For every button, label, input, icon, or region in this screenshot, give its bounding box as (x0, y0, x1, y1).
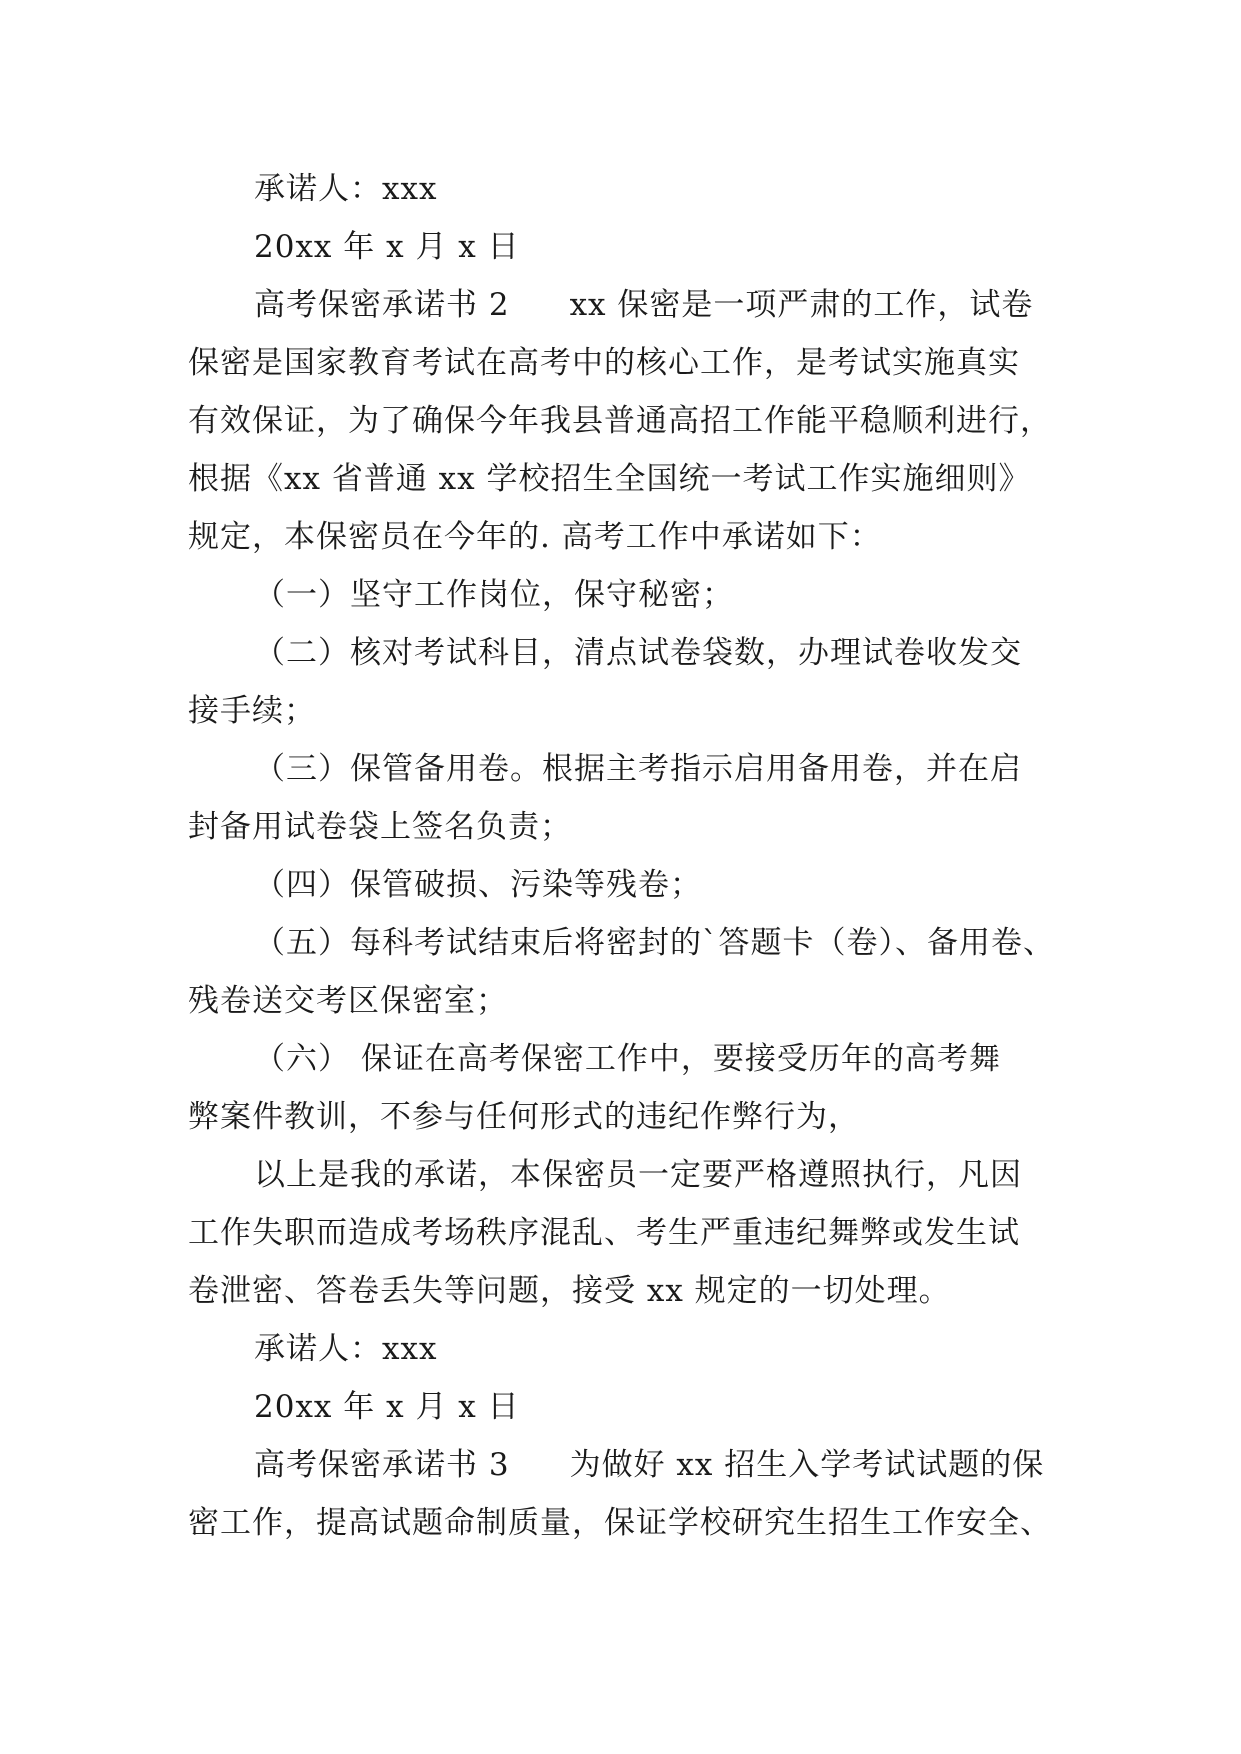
paragraph-line: 有效保证，为了确保今年我县普通高招工作能平稳顺利进行， (188, 403, 1052, 439)
closing-paragraph-line: 工作失职而造成考场秩序混乱、考生严重违纪舞弊或发生试 (188, 1215, 1020, 1251)
signatory-line: 承诺人：xxx (254, 171, 438, 207)
list-item-3: （三）保管备用卷。根据主考指示启用备用卷，并在启 (254, 751, 1022, 787)
paragraph-line: 规定，本保密员在今年的. 高考工作中承诺如下： (188, 519, 882, 555)
list-item-5: （五）每科考试结束后将密封的`答题卡（卷）、备用卷、 (254, 925, 1055, 961)
section-title: 高考保密承诺书 3 (254, 1447, 510, 1483)
list-item-2: （二）核对考试科目，清点试卷袋数，办理试卷收发交 (254, 635, 1022, 671)
list-item-3-cont: 封备用试卷袋上签名负责； (188, 809, 572, 845)
paragraph-line: 根据《xx 省普通 xx 学校招生全国统一考试工作实施细则》 (188, 461, 1031, 497)
list-item-1: （一）坚守工作岗位，保守秘密； (254, 577, 734, 613)
list-item-4: （四）保管破损、污染等残卷； (254, 867, 702, 903)
date-line: 20xx 年 x 月 x 日 (254, 229, 520, 265)
paragraph-start: 为做好 xx 招生入学考试试题的保 (569, 1447, 1045, 1483)
list-item-2-cont: 接手续； (188, 693, 316, 729)
paragraph-line: 密工作，提高试题命制质量，保证学校研究生招生工作安全、 (188, 1505, 1052, 1541)
list-item-5-cont: 残卷送交考区保密室； (188, 983, 508, 1019)
date-line: 20xx 年 x 月 x 日 (254, 1389, 520, 1425)
signatory-line: 承诺人：xxx (254, 1331, 438, 1367)
section-heading-line (188, 1436, 1060, 1494)
paragraph-start: xx 保密是一项严肃的工作，试卷 (569, 287, 1034, 323)
list-item-6: （六） 保证在高考保密工作中，要接受历年的高考舞 (254, 1041, 1001, 1077)
list-item-6-cont: 弊案件教训，不参与任何形式的违纪作弊行为， (188, 1099, 860, 1135)
document-body (188, 160, 1060, 1552)
paragraph-line: 保密是国家教育考试在高考中的核心工作，是考试实施真实 (188, 345, 1020, 381)
closing-paragraph-line: 卷泄密、答卷丢失等问题，接受 xx 规定的一切处理。 (188, 1273, 951, 1309)
section-heading-line (188, 276, 1060, 334)
closing-paragraph-line: 以上是我的承诺，本保密员一定要严格遵照执行，凡因 (254, 1157, 1022, 1193)
section-title: 高考保密承诺书 2 (254, 287, 510, 323)
